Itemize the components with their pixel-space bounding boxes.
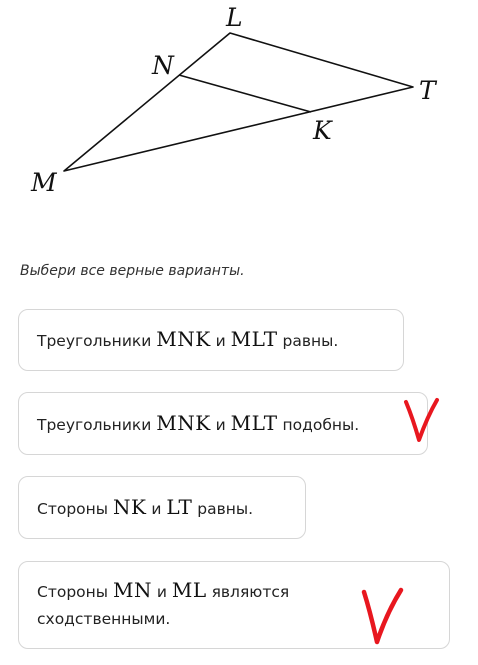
option-1-prefix: Треугольники	[37, 332, 157, 350]
answer-option-4[interactable]	[18, 561, 450, 649]
option-3-middle: и	[146, 499, 167, 518]
answer-option-3-text	[37, 494, 253, 522]
instruction-text: Выбери все верные варианты.	[20, 263, 245, 279]
option-4-suffix: являются	[206, 583, 290, 601]
option-4-math-b: ML	[171, 578, 207, 602]
answer-option-3[interactable]	[18, 476, 306, 539]
point-label-n: N	[152, 51, 174, 80]
option-4-line2: сходственными.	[37, 610, 171, 628]
point-label-m: M	[31, 168, 57, 197]
triangle-diagram	[0, 0, 478, 215]
option-3-math-b: LT	[166, 494, 193, 519]
triangle-mlt	[64, 33, 413, 171]
option-2-math-b: MLT	[230, 410, 278, 435]
option-2-prefix: Треугольники	[37, 415, 157, 434]
option-3-prefix: Стороны	[37, 499, 113, 518]
option-2-math-a: MNK	[156, 410, 211, 435]
answer-option-4-text	[37, 577, 289, 633]
option-1-suffix: равны.	[277, 332, 339, 350]
segment-nk	[179, 75, 311, 112]
answer-option-1-text	[37, 326, 338, 354]
option-4-middle: и	[151, 583, 172, 601]
option-1-math-a: MNK	[156, 327, 211, 351]
option-3-math-a: NK	[112, 494, 147, 519]
point-label-t: T	[419, 76, 436, 105]
answer-option-2-text	[37, 410, 359, 438]
option-1-middle: и	[210, 332, 231, 350]
answer-option-2[interactable]	[18, 392, 428, 455]
point-label-k: K	[313, 116, 332, 145]
point-label-l: L	[226, 3, 243, 32]
option-4-math-a: MN	[112, 578, 152, 602]
option-4-prefix: Стороны	[37, 583, 113, 601]
option-1-math-b: MLT	[230, 327, 278, 351]
answer-option-1[interactable]	[18, 309, 404, 371]
option-2-middle: и	[210, 415, 231, 434]
option-3-suffix: равны.	[192, 499, 254, 518]
option-2-suffix: подобны.	[277, 415, 360, 434]
